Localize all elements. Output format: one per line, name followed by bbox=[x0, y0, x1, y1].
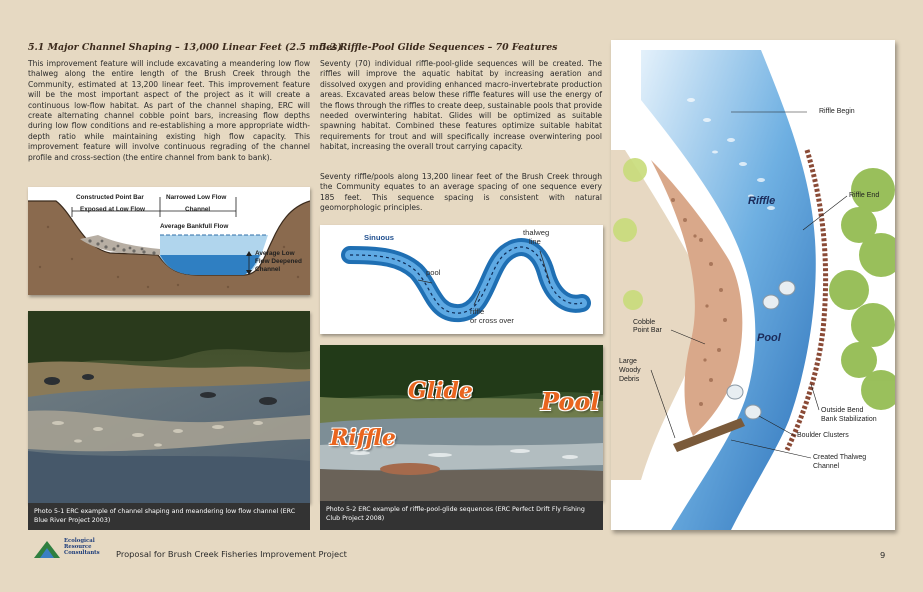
logo-text bbox=[64, 538, 100, 556]
label-average-low: Average Low bbox=[255, 250, 295, 257]
overlay-riffle: Riffle bbox=[330, 425, 396, 451]
label-pool: pool bbox=[426, 268, 441, 277]
label-riffle-end: Riffle End bbox=[849, 192, 880, 199]
footer-title: Proposal for Brush Creek Fisheries Improvement Project bbox=[116, 549, 347, 559]
label-boulder-clusters: Boulder Clusters bbox=[797, 432, 849, 439]
label-average-bankfull: Average Bankfull Flow bbox=[160, 223, 229, 230]
label-low-channel: Channel bbox=[255, 266, 281, 273]
sinuous-channel-figure bbox=[320, 225, 603, 334]
overlay-pool: Pool bbox=[541, 387, 600, 416]
label-debris: Debris bbox=[619, 376, 640, 383]
label-created-thalweg: Created Thalweg bbox=[813, 454, 867, 461]
label-pool-area: Pool bbox=[757, 332, 781, 344]
label-outside-bend: Outside Bend bbox=[821, 407, 864, 414]
section-5-1-heading: 5.1 Major Channel Shaping – 13,000 Linear Feet (2.5 miles) bbox=[28, 42, 342, 53]
photo-2-caption: Photo 5-2 ERC example of riffle-pool-glide sequences (ERC Perfect Drift Fly Fishing Club Project 2008) bbox=[320, 501, 603, 530]
cross-section-drawing bbox=[28, 187, 310, 295]
photo-riffle-pool-glide bbox=[320, 345, 603, 501]
logo-line-3: Consultants bbox=[64, 550, 100, 557]
label-riffle: riffle bbox=[470, 307, 485, 316]
channel-cross-section-figure bbox=[28, 187, 310, 295]
photo-1-caption-bar: Photo 5-1 ERC example of channel shaping and meandering low flow channel (ERC Blue River Project 2003) bbox=[28, 503, 310, 530]
label-riffle-area: Riffle bbox=[748, 195, 776, 207]
photo-channel-shaping bbox=[28, 311, 310, 503]
logo-line-2: Resource bbox=[64, 544, 92, 551]
label-thalweg-channel: Channel bbox=[813, 463, 840, 470]
section-5-2-body-2: Seventy riffle/pools along 13,200 linear feet of the Brush Creek through the Community equates to an average spacing of one sequence every 185 feet. This sequence spacing is consistent with natural geomorphologic principles. bbox=[320, 172, 602, 213]
overlay-glide: Glide bbox=[408, 378, 473, 404]
page-number: 9 bbox=[880, 550, 886, 560]
label-riffle-begin: Riffle Begin bbox=[819, 108, 855, 115]
photo-2-image bbox=[320, 345, 603, 501]
label-cobble: Cobble bbox=[633, 319, 656, 326]
logo-line-1: Ecological bbox=[64, 538, 95, 544]
section-5-1-body: This improvement feature will include excavating a meandering low flow thalweg along the entire length of the Brush Creek through the Community, estimated at 13,200 linear feet. This improvement feature will be the most important aspect of the project as it will create a continuous low-flow habitat. As part of the channel shaping, ERC will create alternating channel cobble point bars, increasing flow depths during low flow conditions and re-establishing a more appropriate width-depth ratio while maintaining existing high flow capacity. This improvement feature will involve continuous regrading of the channel profile and cross-section (the entire channel from bank to bank). bbox=[28, 59, 310, 162]
photo-1-image bbox=[28, 311, 310, 503]
riffle-pool-plan-figure bbox=[611, 40, 895, 530]
label-constructed-point-bar: Constructed Point Bar bbox=[76, 194, 144, 201]
label-bank-stabilization: Bank Stabilization bbox=[821, 416, 877, 423]
label-thalweg: thalweg bbox=[523, 228, 550, 237]
label-flow-deepened: Flow Deepened bbox=[255, 258, 302, 265]
label-large: Large bbox=[619, 358, 637, 365]
label-thalweg-line: line bbox=[529, 237, 541, 246]
label-narrowed-low-flow: Narrowed Low Flow bbox=[166, 194, 227, 201]
sinuous-title: Sinuous bbox=[364, 233, 394, 242]
section-5-2-heading: 5.2 Riffle-Pool Glide Sequences – 70 Features bbox=[320, 42, 558, 53]
label-woody: Woody bbox=[619, 367, 641, 374]
section-5-2-body-1: Seventy (70) individual riffle-pool-glide sequences will be created. The riffles will improve the aquatic habitat by increasing aeration and dissolved oxygen and providing enhanced macro-invertebrate production areas. Excavated areas below these riffle features will use the energy of the flows through the riffles to create deep, sustainable pools that provide needed overwintering habitat. Glides will be optimized as suitable spawning habitat. Combined these features optimize suitable habitat requirements for trout and will specifically increase overwintering pool habitat, increasing the overall trout carrying capacity. bbox=[320, 59, 602, 152]
label-point-bar: Point Bar bbox=[633, 327, 662, 334]
label-exposed-low-flow: Exposed at Low Flow bbox=[80, 206, 145, 213]
label-cross-over: or cross over bbox=[470, 316, 514, 325]
sinuous-drawing bbox=[320, 225, 603, 334]
label-narrowed-channel: Channel bbox=[185, 206, 211, 213]
